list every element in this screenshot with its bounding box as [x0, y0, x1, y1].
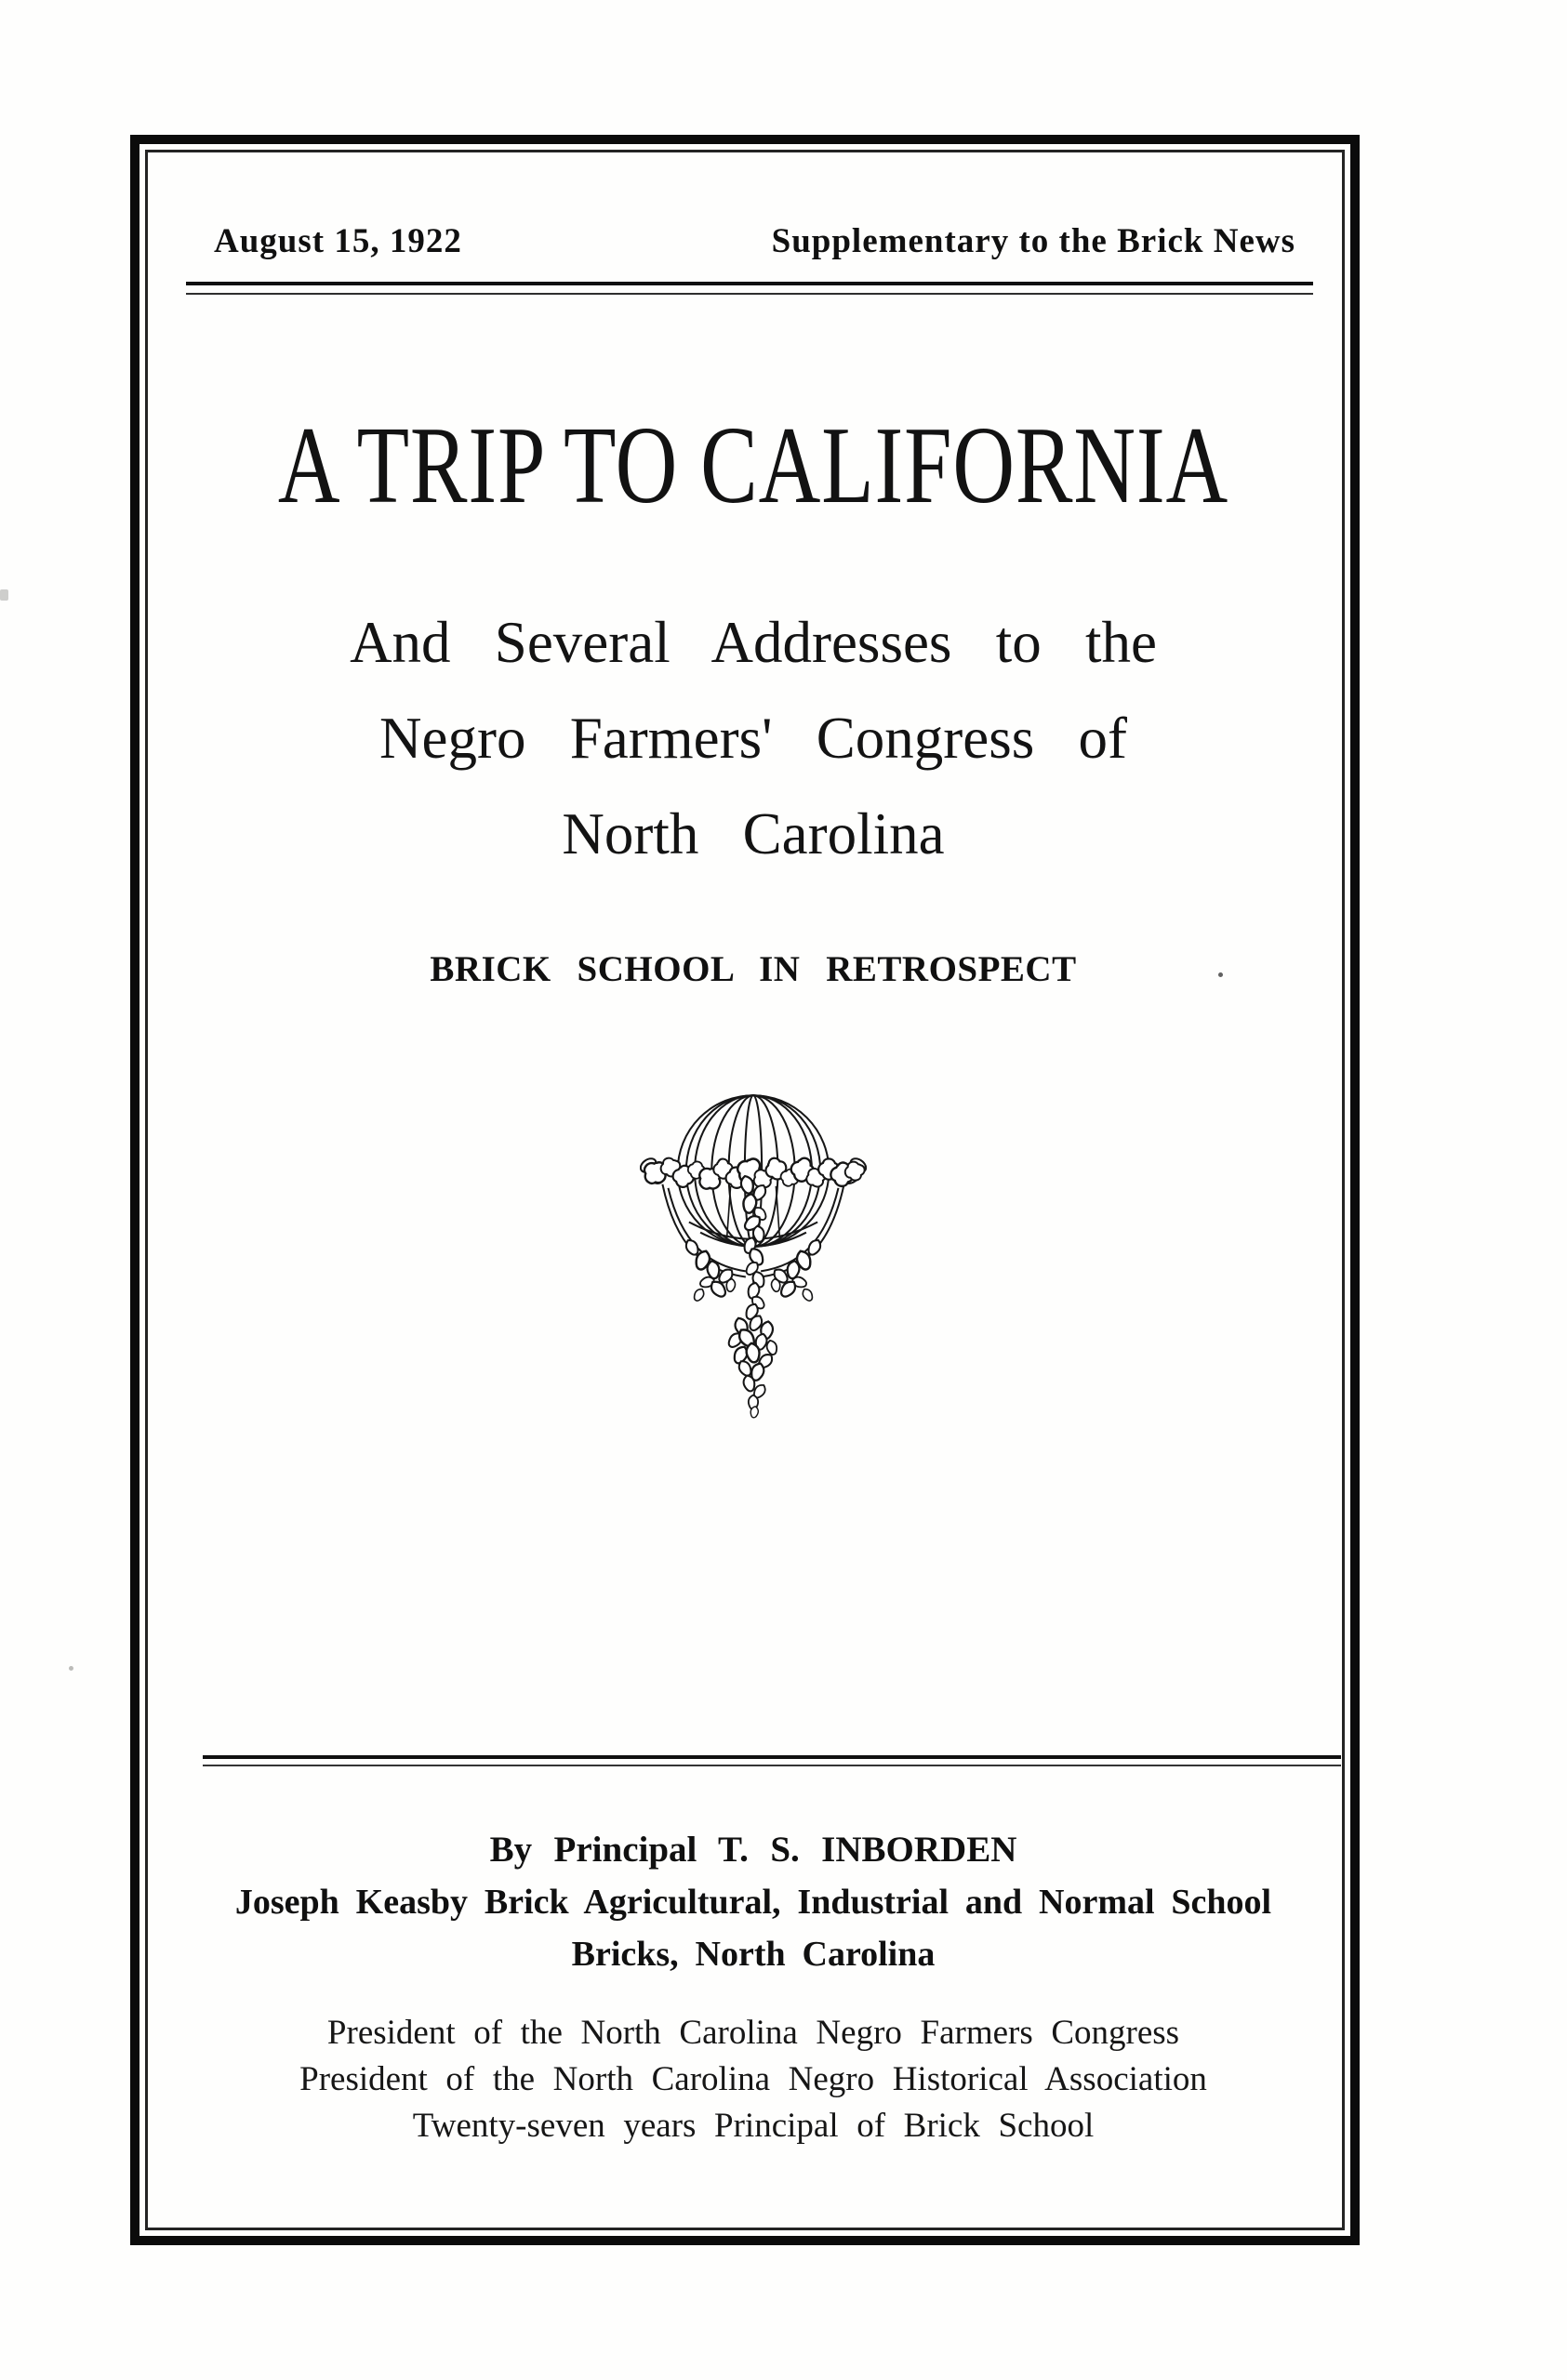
subtitle-line-1: And Several Addresses to the — [350, 610, 1157, 675]
double-rule-under-masthead — [186, 282, 1313, 295]
subtitle-line-2: Negro Farmers' Congress of — [379, 706, 1127, 771]
credential-line-1: President of the North Carolina Negro Farmers Congress — [326, 2014, 1180, 2052]
section-heading: BRICK SCHOOL IN RETROSPECT — [430, 949, 1077, 989]
byline-location: Bricks, North Carolina — [571, 1935, 936, 1974]
byline-block — [167, 1824, 1339, 1980]
ink-dot-artifact — [1218, 972, 1223, 977]
byline-author: By Principal T. S. INBORDEN — [489, 1830, 1017, 1870]
credential-line-2: President of the North Carolina Negro Historical Association — [299, 2060, 1207, 2098]
subtitle-line-3: North Carolina — [562, 801, 945, 866]
masthead-date: August 15, 1922 — [214, 222, 462, 260]
scan-artifact-dot — [69, 1666, 73, 1671]
credential-line-3: Twenty-seven years Principal of Brick School — [412, 2107, 1095, 2145]
masthead-supplement-note: Supplementary to the Brick News — [771, 222, 1295, 260]
subtitle — [209, 595, 1297, 882]
floral-globe-ornament-icon — [640, 1080, 867, 1421]
byline-school: Joseph Keasby Brick Agricultural, Industrial and Normal School — [234, 1883, 1272, 1922]
scan-artifact-left-margin — [0, 589, 8, 601]
credentials-block — [167, 2010, 1339, 2149]
double-rule-above-byline — [203, 1755, 1341, 1766]
page-title: A TRIP TO CALIFORNIA — [277, 403, 1229, 526]
